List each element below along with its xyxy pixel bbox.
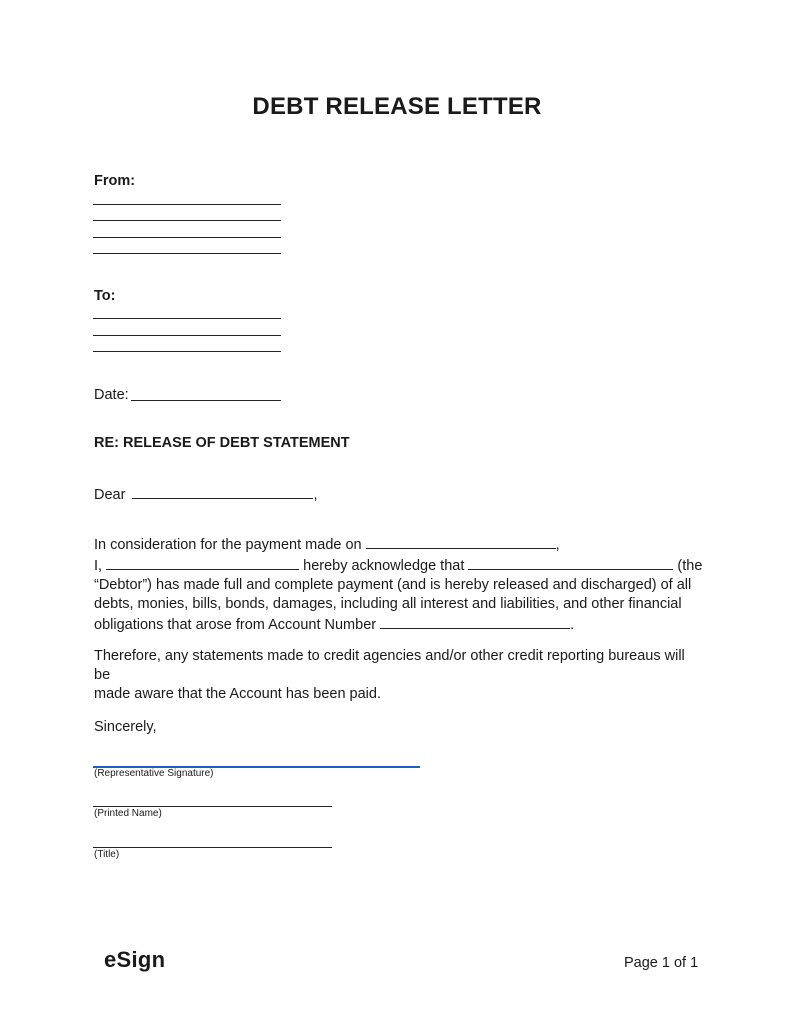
from-line-3[interactable] (93, 237, 281, 238)
from-line-2[interactable] (93, 220, 281, 221)
account-period: . (570, 617, 575, 633)
paragraph-1-line-5 (94, 614, 704, 635)
paragraph-1 (94, 534, 704, 635)
creditor-intro-text: I, (94, 558, 103, 574)
document-title: DEBT RELEASE LETTER (252, 93, 542, 120)
date-label: Date: (94, 387, 129, 403)
to-label: To: (94, 288, 116, 304)
payment-date-blank[interactable] (366, 534, 556, 549)
paragraph-2-line-2: made aware that the Account has been paid. (94, 686, 381, 702)
date-line[interactable] (131, 400, 281, 401)
salutation-text: Dear (94, 487, 126, 503)
printed-name-line[interactable] (93, 806, 332, 807)
salutation (94, 484, 318, 505)
printed-name-caption: (Printed Name) (94, 808, 162, 819)
recipient-name-blank[interactable] (132, 484, 313, 499)
to-line-1[interactable] (93, 318, 281, 319)
paragraph-1-line-4: debts, monies, bills, bonds, damages, including all interest and liabilities, and other financial (94, 596, 682, 612)
signature-caption: (Representative Signature) (94, 768, 214, 779)
acknowledge-text: hereby acknowledge that (303, 558, 465, 574)
payment-comma: , (555, 537, 560, 553)
from-line-1[interactable] (93, 204, 281, 205)
paragraph-1-line-3: “Debtor”) has made full and complete payment (and is hereby released and discharged) of all (94, 577, 692, 593)
paragraph-1-line-2 (94, 555, 704, 576)
debtor-name-blank[interactable] (468, 555, 673, 570)
to-line-3[interactable] (93, 351, 281, 352)
title-caption: (Title) (94, 849, 120, 860)
esign-logo: eSign (104, 947, 166, 972)
paragraph-1-line-1 (94, 534, 704, 555)
from-line-4[interactable] (93, 253, 281, 254)
creditor-name-blank[interactable] (106, 555, 299, 570)
re-line: RE: RELEASE OF DEBT STATEMENT (94, 435, 350, 451)
payment-intro-text: In consideration for the payment made on (94, 537, 362, 553)
the-text: (the (677, 558, 703, 574)
paragraph-2-line-1: Therefore, any statements made to credit agencies and/or other credit reporting bureaus will be (94, 648, 685, 683)
page-number: Page 1 of 1 (624, 955, 699, 971)
account-number-text: obligations that arose from Account Number (94, 617, 377, 633)
paragraph-2 (94, 647, 704, 704)
to-line-2[interactable] (93, 335, 281, 336)
account-number-blank[interactable] (380, 614, 570, 629)
title-line[interactable] (93, 847, 332, 848)
from-label: From: (94, 173, 136, 189)
salutation-comma: , (313, 487, 318, 503)
closing: Sincerely, (94, 719, 157, 735)
